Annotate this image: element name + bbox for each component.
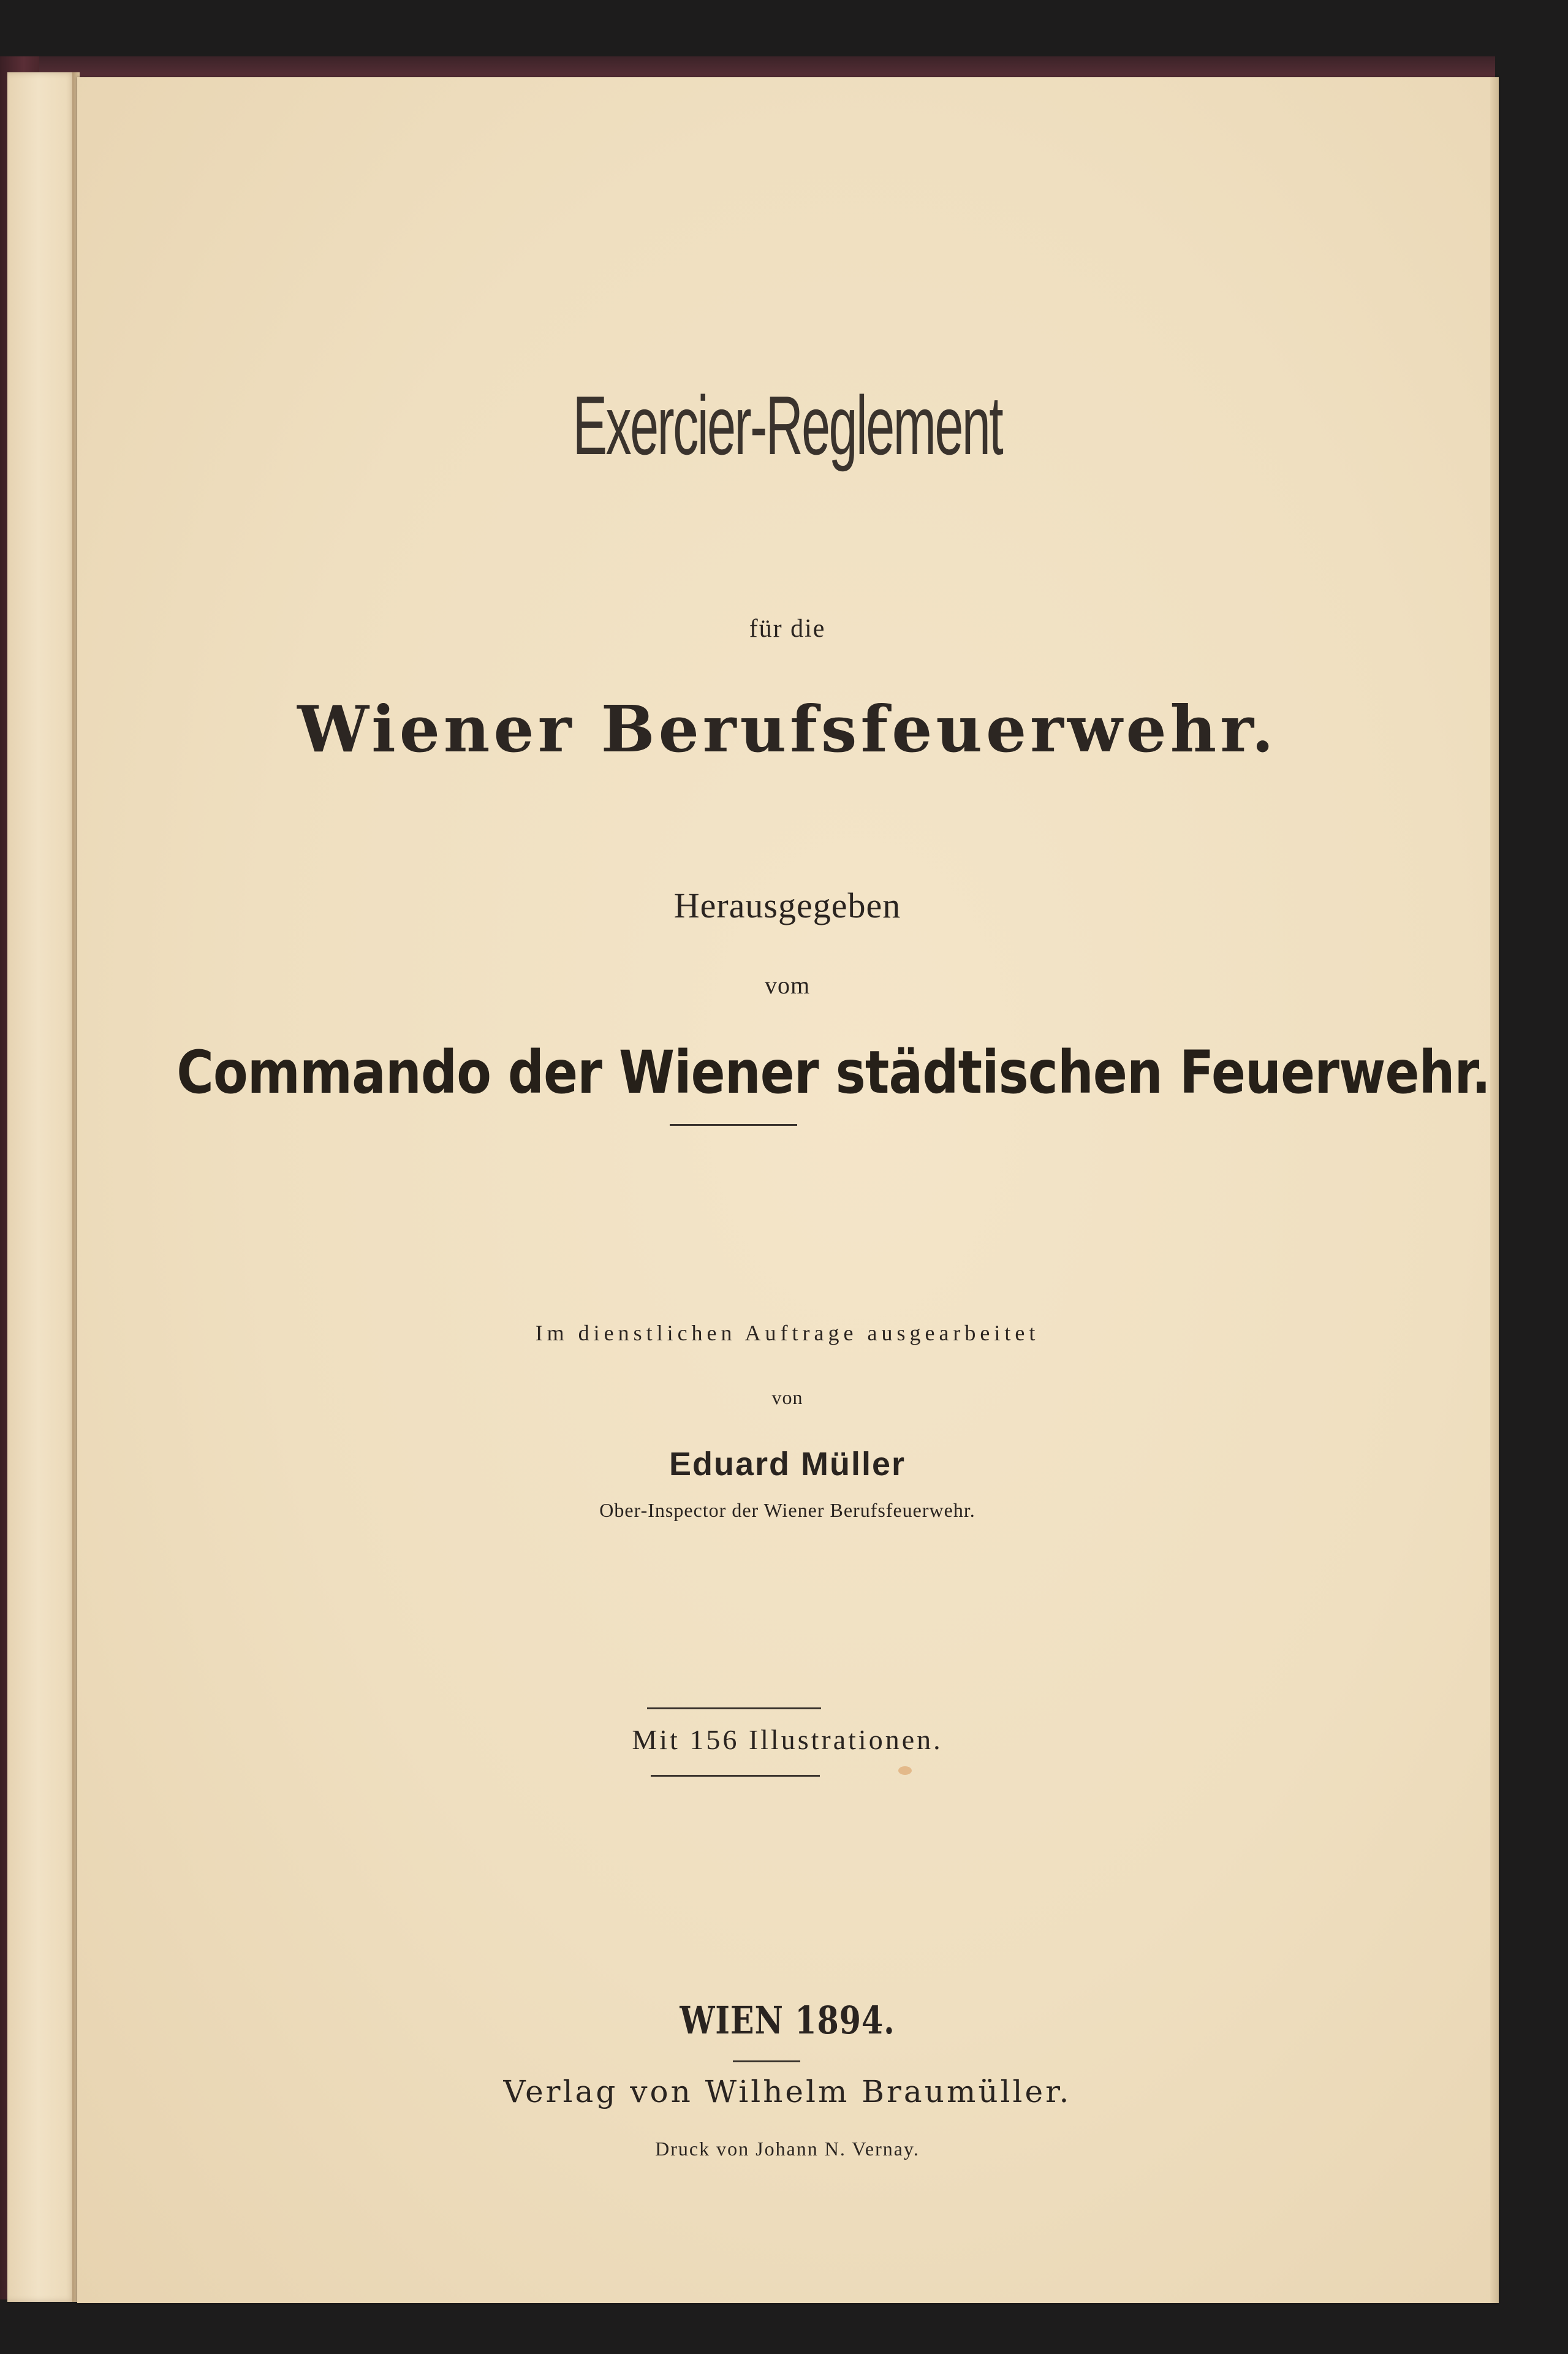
book-title: Exercier-Reglement — [572, 379, 1002, 472]
page-right-edge — [1490, 77, 1499, 2303]
printer: Druck von Johann N. Vernay. — [655, 2138, 920, 2160]
commission-note: Im dienstlichen Auftrage ausgearbeitet — [535, 1321, 1040, 1345]
illustrations-rule-bottom — [651, 1775, 820, 1777]
title-connector: für die — [749, 615, 826, 643]
author-role: Ober-Inspector der Wiener Berufsfeuerwehr. — [599, 1499, 975, 1521]
imprint-rule — [733, 2060, 800, 2062]
paper-stain — [898, 1766, 912, 1775]
publisher: Verlag von Wilhelm Braumüller. — [503, 2074, 1072, 2109]
by-label: vom — [764, 971, 811, 999]
illustrations-rule-top — [647, 1707, 821, 1709]
published-label: Herausgegeben — [673, 886, 901, 925]
illustrations-note: Mit 156 Illustrationen. — [632, 1724, 943, 1755]
place-and-year: WIEN 1894. — [680, 1998, 895, 2043]
divider-rule — [670, 1124, 797, 1126]
title-page — [77, 77, 1498, 2303]
issuing-authority: Commando der Wiener städtischen Feuerwehr. — [176, 1038, 1491, 1107]
book-subtitle: Wiener Berufsfeuerwehr. — [297, 691, 1278, 767]
author-by-label: von — [771, 1386, 803, 1408]
author-name: Eduard Müller — [668, 1446, 906, 1483]
facing-page-edge — [7, 72, 76, 2302]
